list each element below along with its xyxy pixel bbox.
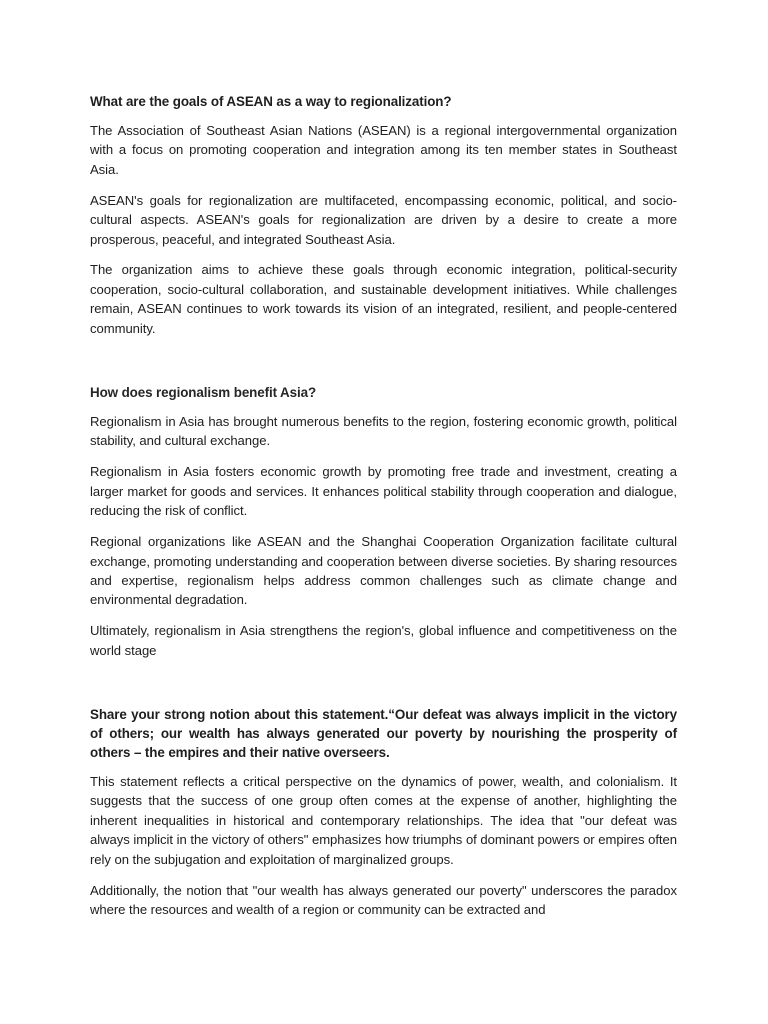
paragraph: ASEAN's goals for regionalization are multifaceted, encompassing economic, political, and socio-cultural aspects. ASEAN's goals for regionalization are driven by a desire to create a more prosperous, peaceful, and integrated Southeast Asia. [90,192,677,247]
section-regionalism-benefit [90,383,677,660]
paragraph: Additionally, the notion that "our wealth has always generated our poverty" underscores the paradox where the resources and wealth of a region or community can be extracted and [90,882,677,917]
section-statement-notion [90,705,677,919]
section-heading: What are the goals of ASEAN as a way to regionalization? [90,94,452,109]
section-asean-goals [90,92,677,338]
section-heading: How does regionalism benefit Asia? [90,385,317,401]
paragraph: Ultimately, regionalism in Asia strengthens the region's, global influence and competitiveness on the world stage [90,623,677,658]
paragraph: Regional organizations like ASEAN and the Shanghai Cooperation Organization facilitate cultural exchange, promoting understanding and cooperation between diverse societies. By sharing resources and expertise, regionalism helps address common challenges such as climate change and environmental degradation. [90,534,677,608]
paragraph: The organization aims to achieve these goals through economic integration, political-security cooperation, socio-cultural collaboration, and sustainable development initiatives. While challenges remain, ASEAN continues to work towards its vision of an integrated, resilient, and people-centered community. [90,262,677,336]
paragraph: Regionalism in Asia has brought numerous benefits to the region, fostering economic growth, political stability, and cultural exchange. [90,414,677,449]
paragraph: The Association of Southeast Asian Nations (ASEAN) is a regional intergovernmental organization with a focus on promoting cooperation and integration among its ten member states in Southeast Asia. [90,123,677,177]
section-heading: Share your strong notion about this statement.“Our defeat was always implicit in the victory of others; our wealth has always generated our poverty by nourishing the prosperity of others – the empires and their native overseers. [90,707,677,761]
document-page [90,92,677,919]
paragraph: This statement reflects a critical perspective on the dynamics of power, wealth, and colonialism. It suggests that the success of one group often comes at the expense of another, highlighting the inherent inequalities in historical and contemporary relationships. The idea that "our defeat was always implicit in the victory of others" emphasizes how triumphs of dominant powers or empires often rely on the subjugation and exploitation of marginalized groups. [90,774,677,867]
paragraph: Regionalism in Asia fosters economic growth by promoting free trade and investment, creating a larger market for goods and services. It enhances political stability through cooperation and dialogue, reducing the risk of conflict. [90,464,677,519]
